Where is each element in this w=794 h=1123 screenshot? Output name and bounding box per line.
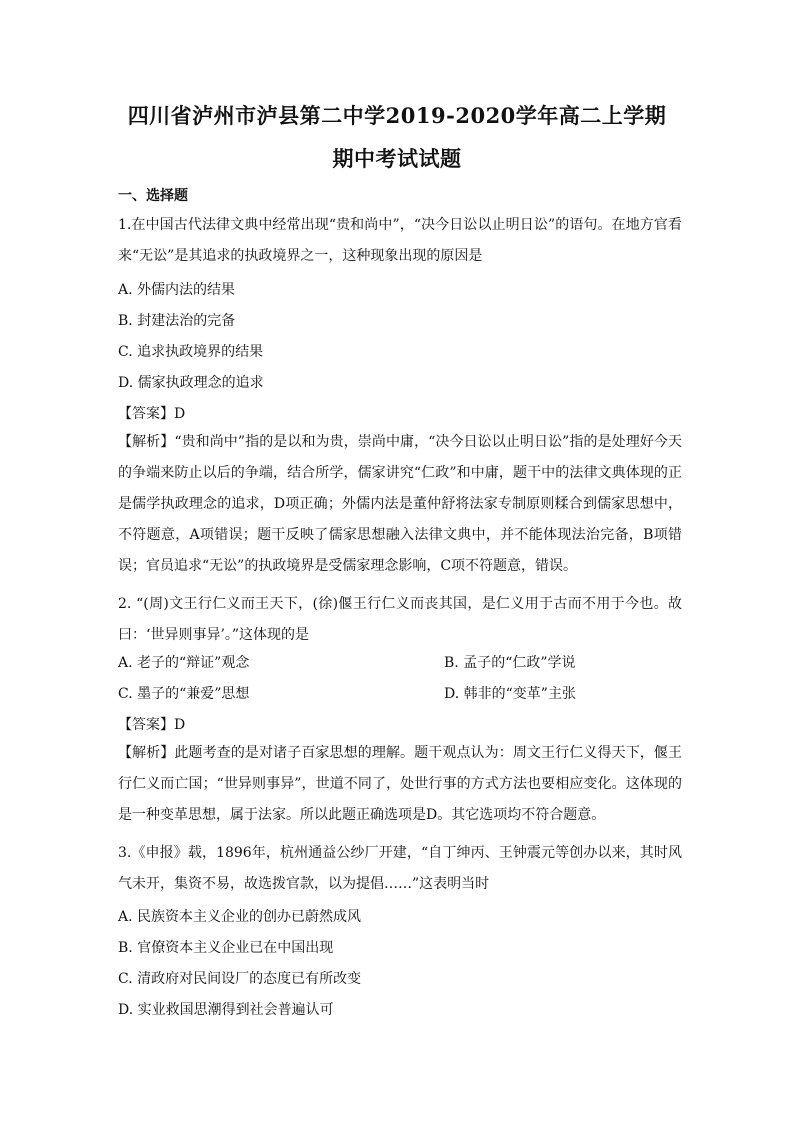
question-3-option-d: D. 实业救国思潮得到社会普遍认可 xyxy=(118,1002,334,1018)
question-1-answer: 【答案】D xyxy=(118,406,186,422)
question-2-option-c: C. 墨子的“兼爱”思想 xyxy=(118,686,250,702)
question-1-option-c: C. 追求执政境界的结果 xyxy=(118,344,264,360)
question-1-option-b: B. 封建法治的完备 xyxy=(118,313,236,329)
question-1-analysis: 【解析】“贵和尚中”指的是以和为贵，崇尚中庸，“决今日讼以止明日讼”指的是处理好今天的争端来防止以后的争端，结合所学，儒家讲究“仁政”和中庸，题干中的法律文典体现的正是儒学执政理念的追求，D项正确；外儒内法是董仲舒将法家专制原则糅合到儒家思想中，不符题意，A项错误；题干反映了儒家思想融入法律文典中，并不能体现法治完备，B项错误；官员追求“无讼”的执政境界是受儒家理念影响，C项不符题意，错误。 xyxy=(118,434,682,574)
question-2-answer: 【答案】D xyxy=(118,717,186,733)
question-1-stem: 1.在中国古代法律文典中经常出现“贵和尚中”，“决今日讼以止明日讼”的语句。在地方官看来“无讼”是其追求的执政境界之一，这种现象出现的原因是 xyxy=(118,217,682,264)
question-3-option-a: A. 民族资本主义企业的创办已蔚然成风 xyxy=(118,909,362,925)
question-2-option-a: A. 老子的“辩证”观念 xyxy=(118,655,250,671)
question-3-stem: 3.《申报》载，1896年，杭州通益公纱厂开建，“自丁绅丙、王钟震元等创办以来，其时风气未开，集资不易，故选拨官款，以为提倡……”这表明当时 xyxy=(118,845,682,892)
question-1-option-a: A. 外儒内法的结果 xyxy=(118,282,236,298)
question-2-analysis: 【解析】此题考查的是对诸子百家思想的理解。题干观点认为：周文王行仁义得天下，偃王行仁义而亡国；“世异则事异”，世道不同了，处世行事的方式方法也要相应变化。这体现的是一种变革思想，属于法家。所以此题正确选项是D。其它选项均不符合题意。 xyxy=(118,745,682,823)
question-1-option-d: D. 儒家执政理念的追求 xyxy=(118,375,264,391)
question-2-option-b: B. 孟子的“仁政”学说 xyxy=(444,655,576,671)
document-title-line1: 四川省泸州市泸县第二中学2019-2020学年高二上学期 xyxy=(127,103,667,128)
section-heading: 一、选择题 xyxy=(118,188,188,204)
question-3-option-b: B. 官僚资本主义企业已在中国出现 xyxy=(118,940,334,956)
question-3-option-c: C. 清政府对民间设厂的态度已有所改变 xyxy=(118,971,362,987)
question-2-option-d: D. 韩非的“变革”主张 xyxy=(444,686,576,702)
document-title-line2: 期中考试试题 xyxy=(332,146,462,171)
question-2-stem: 2. “(周)文王行仁义而王天下，(徐)偃王行仁义而丧其国，是仁义用于古而不用于今也。故曰：‘世异则事异’。”这体现的是 xyxy=(118,596,682,643)
